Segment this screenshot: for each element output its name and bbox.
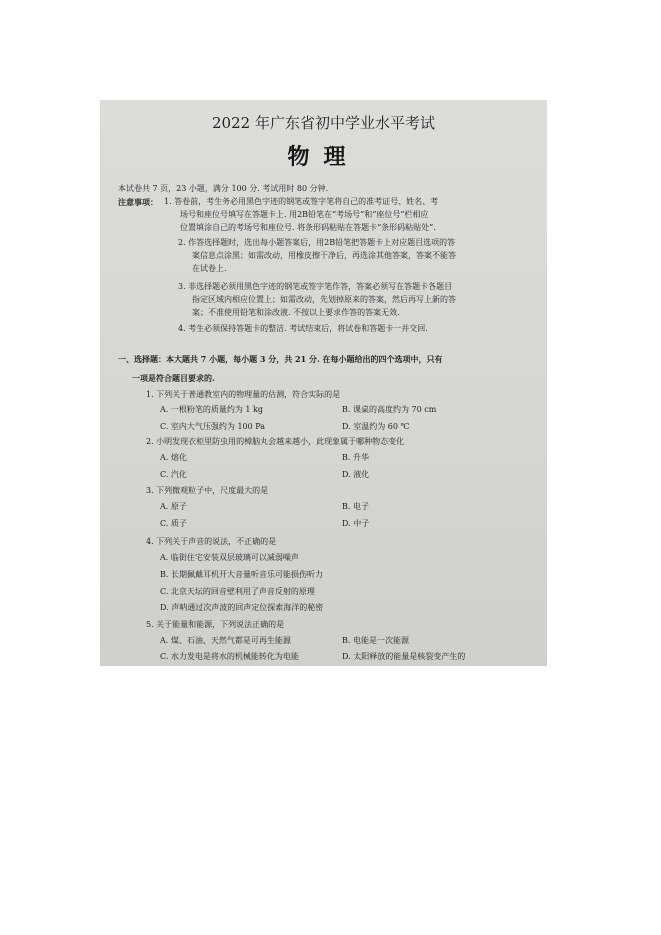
question-3-stem: 3. 下列微观粒子中，尺度最大的是 [146,486,269,495]
section-heading: 一、选择题：本大题共 7 小题，每小题 3 分，共 21 分. 在每小题给出的四个选项中，只有 [118,354,443,364]
exam-info: 本试卷共 7 页，23 小题，满分 100 分. 考试用时 80 分钟. [118,184,329,193]
question-1-option-c: C. 室内大气压强约为 100 Pa [160,422,266,431]
question-2-option-c: C. 汽化 [160,470,187,479]
note-2-line-3: 在试卷上. [192,264,227,273]
section-heading-cont: 一项是符合题目要求的. [132,373,215,383]
question-5-stem: 5. 关于能量和能源，下列说法正确的是 [146,620,285,629]
question-5-option-a: A. 煤、石油、天然气都是可再生能源 [160,636,291,645]
note-2-line-2: 案信息点涂黑；如需改动，用橡皮擦干净后，再选涂其他答案，答案不能答 [192,251,456,260]
question-5-option-b: B. 电能是一次能源 [342,636,409,645]
question-5-option-c: C. 水力发电是将水的机械能转化为电能 [160,652,299,661]
exam-paper-photo [100,100,547,666]
note-1-line-2: 场号和座位号填写在答题卡上. 用2B铅笔在“考场号”和“座位号”栏相应 [180,210,429,219]
notes-label: 注意事项： [118,197,158,207]
question-3-option-b: B. 电子 [342,502,369,511]
question-4-option-a: A. 临街住宅安装双层玻璃可以减弱噪声 [160,553,299,562]
note-4-line-1: 4. 考生必须保持答题卡的整洁. 考试结束后，将试卷和答题卡一并交回. [178,324,428,333]
note-2-line-1: 2. 作答选择题时，选出每小题答案后，用2B铅笔把答题卡上对应题目选项的答 [178,238,456,247]
question-3-option-a: A. 原子 [160,502,187,511]
exam-subject: 物理 [287,144,360,170]
question-3-option-d: D. 中子 [342,519,370,528]
question-4-option-b: B. 长期佩戴耳机开大音量听音乐可能损伤听力 [160,570,323,579]
question-1-option-a: A. 一根粉笔的质量约为 1 kg [160,405,264,414]
question-2-option-d: D. 液化 [342,470,370,479]
note-1-line-1: 1. 答卷前，考生务必用黑色字迹的钢笔或签字笔将自己的准考证号、姓名、考 [164,197,439,206]
note-1-line-3: 位置填涂自己的考场号和座位号. 将条形码粘贴在答题卡“条形码粘贴处”. [180,223,436,232]
question-4-option-d: D. 声呐通过次声波的回声定位探索海洋的秘密 [160,603,324,612]
question-1-option-d: D. 室温约为 60 ℃ [342,422,410,431]
question-2-option-b: B. 升华 [342,453,369,462]
note-3-line-2: 指定区域内相应位置上；如需改动，先划掉原来的答案，然后再写上新的答 [192,295,456,304]
question-1-stem: 1. 下列关于普通教室内的物理量的估测，符合实际的是 [146,390,341,399]
question-4-option-c: C. 北京天坛的回音壁利用了声音反射的原理 [160,587,315,596]
question-2-stem: 2. 小明发现衣柜里防虫用的樟脑丸会越来越小，此现象属于哪种物态变化 [146,437,405,446]
note-3-line-3: 案；不准使用铅笔和涂改液. 不按以上要求作答的答案无效. [192,308,400,317]
question-3-option-c: C. 质子 [160,519,187,528]
question-5-option-d: D. 太阳释放的能量是核裂变产生的 [342,652,466,661]
question-1-option-b: B. 课桌的高度约为 70 cm [342,405,437,414]
question-4-stem: 4. 下列关于声音的说法，不正确的是 [146,537,277,546]
question-2-option-a: A. 熔化 [160,453,187,462]
exam-title: 2022 年广东省初中学业水平考试 [212,114,435,132]
note-3-line-1: 3. 非选择题必须用黑色字迹的钢笔或签字笔作答，答案必须写在答题卡各题目 [178,282,453,291]
